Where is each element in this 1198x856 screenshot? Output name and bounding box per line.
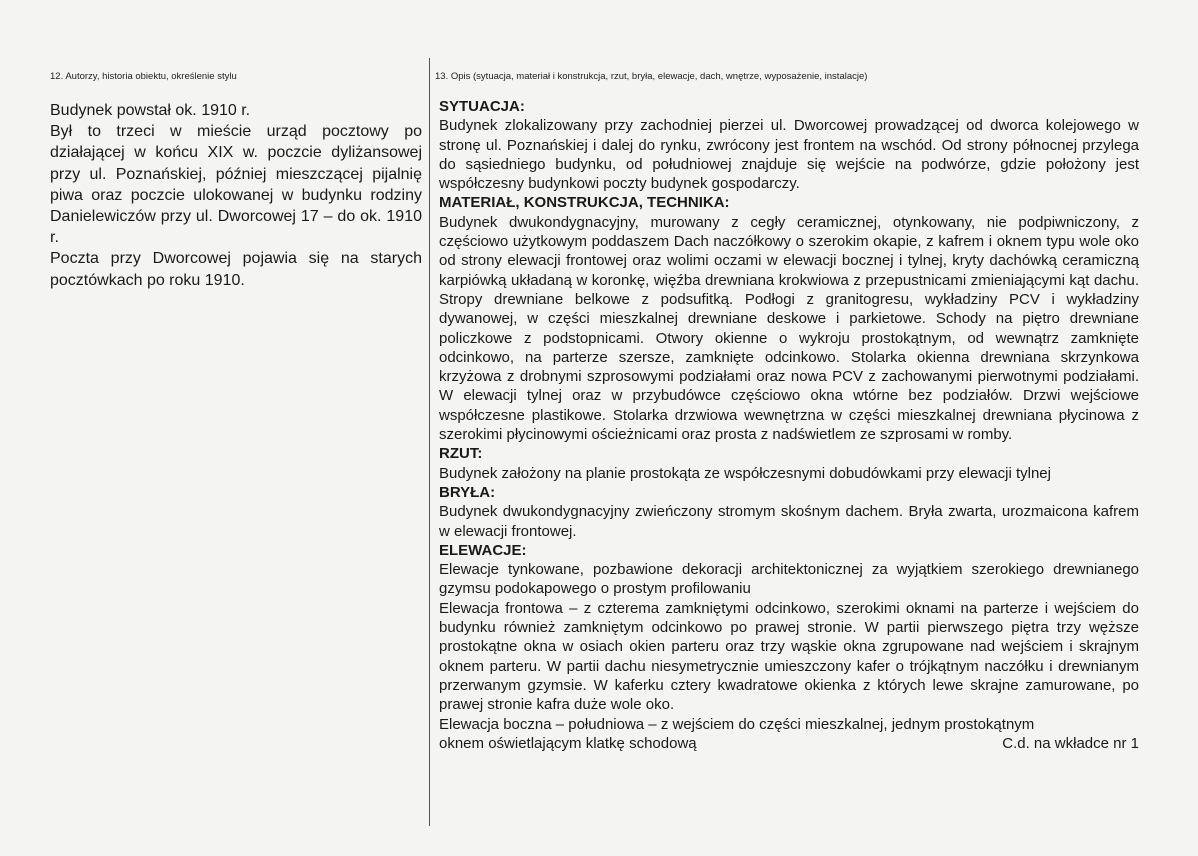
section-heading-sytuacja: SYTUACJA:: [439, 98, 525, 115]
history-column: [50, 100, 422, 291]
history-paragraph-1: Budynek powstał ok. 1910 r.: [50, 102, 251, 119]
section-heading-bryla: BRYŁA:: [439, 483, 496, 501]
section-text-rzut: Budynek założony na planie prostokąta ze współczesnymi dobudówkami przy elewacji tylnej: [439, 464, 1051, 482]
section-text-elewacje-3: Elewacja boczna – południowa – z wejściem do części mieszkalnej, jednym prostokątnym: [439, 715, 1035, 733]
continued-note: C.d. na wkładce nr 1: [1002, 734, 1139, 752]
history-paragraph-2: Był to trzeci w mieście urząd pocztowy po działającej w końcu XIX w. poczcie dyliżansowej przy ul. Poznańskiej, później mieszczącej pijalnię piwa oraz poczcie ulokowanej w budynku rodziny Danielewiczów przy ul. Dworcowej 17 – do ok. 1910 r.: [50, 123, 422, 247]
column-divider: [429, 58, 430, 826]
section-text-sytuacja: Budynek zlokalizowany przy zachodniej pierzei ul. Dworcowej prowadzącej od dworca kolejowego w stronę ul. Poznańskiej i dalej do rynku, zwrócony jest frontem na wschód. Od strony północnej przylega do sąsiedniego budynku, od południowej znajduje się wejście na podwórze, gdzie położony jest współczesny budynkowi poczty budynek gospodarczy.: [439, 117, 1139, 193]
section-heading-rzut: RZUT:: [439, 445, 483, 463]
right-column-header: 13. Opis (sytuacja, materiał i konstrukcja, rzut, bryła, elewacje, dach, wnętrze, wyposażenie, instalacje): [435, 71, 868, 82]
left-column-header: 12. Autorzy, historia obiektu, określenie stylu: [50, 71, 237, 82]
history-paragraph-3: Poczta przy Dworcowej pojawia się na starych pocztówkach po roku 1910.: [50, 250, 422, 289]
section-text-elewacje-1: Elewacje tynkowane, pozbawione dekoracji architektonicznej za wyjątkiem szerokiego drewnianego gzymsu podokapowego o prostym profilowaniu: [439, 561, 1139, 598]
section-text-bryla: Budynek dwukondygnacyjny zwieńczony stromym skośnym dachem. Bryła zwarta, urozmaicona kafrem w elewacji frontowej.: [439, 503, 1139, 540]
description-column: [439, 97, 1139, 753]
section-text-elewacje-3-end: oknem oświetlającym klatkę schodową: [439, 734, 697, 752]
section-heading-elewacje: ELEWACJE:: [439, 541, 527, 559]
section-text-material: Budynek dwukondygnacyjny, murowany z cegły ceramicznej, otynkowany, nie podpiwniczony, z częściowo użytkowym poddaszem Dach naczółkowy o szerokim okapie, z kafrem i oknem typu wole oko od strony elewacji frontowej oraz wolimi oczami w elewacji bocznej i tylnej, kryty dachówką ceramiczną karpiówką układaną w koronkę, więźba drewniana krokwiowa z przepustnicami zmieniającymi kąt dachu. Stropy drewniane belkowe z podsufitką. Podłogi z granitogresu, wykładziny PCV i wykładziny dywanowej, w części mieszkalnej drewniane deskowe i parkietowe. Schody na piętro drewniane policzkowe z podstopnicami. Otwory okienne o wykroju prostokątnym, od wewnątrz zamknięte odcinkowo, na parterze szersze, zamknięte odcinkowo. Stolarka okienna drewniana skrzynkowa krzyżowa z drobnymi szprosowymi podziałami oraz nowa PCV z zachowanymi pierwotnymi podziałami. W elewacji tylnej oraz w przybudówce częściowo okna wtórne bez podziałów. Drzwi wejściowe współczesne plastikowe. Stolarka drzwiowa wewnętrzna w części mieszkalnej drewniana płycinowa z szerokimi płycinowymi ościeżnicami oraz prosta z nadświetlem ze szprosami w romby.: [439, 213, 1139, 444]
final-line: [439, 734, 1139, 753]
section-text-elewacje-2: Elewacja frontowa – z czterema zamkniętymi odcinkowo, szerokimi oknami na parterze i wejściem do budynku również zamkniętym odcinkowo po prawej stronie. W partii pierwszego piętra trzy węższe prostokątne okna w osiach okien parteru oraz trzy wąskie okna zgrupowane nad wejściem i skrajnym oknem parteru. W partii dachu niesymetrycznie umieszczony kafer o trójkątnym naczółku i drewnianym przerwanym gzymsie. W kaferku cztery kwadratowe okienka z których lewe skrajne zamurowane, po prawej stronie kafra duże wole oko.: [439, 599, 1139, 714]
section-heading-material: MATERIAŁ, KONSTRUKCJA, TECHNIKA:: [439, 194, 730, 212]
